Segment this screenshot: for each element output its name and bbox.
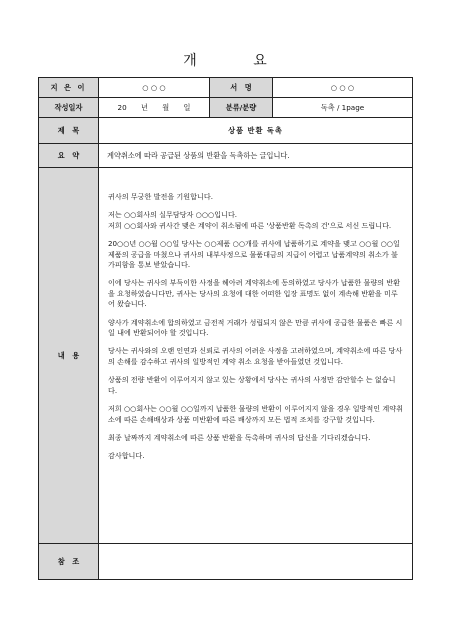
content-row <box>39 168 413 544</box>
subject-value[interactable]: 상품 반환 독촉 <box>99 118 413 144</box>
subject-row <box>39 118 413 144</box>
category-label: 분류/분량 <box>210 98 273 118</box>
paragraph: 귀사의 무궁한 발전을 기원합니다. <box>108 192 213 201</box>
paragraph: 당사는 귀사와의 오랜 인연과 신뢰로 귀사의 어려운 사정을 고려하였으며, 계약취소에 따른 당사의 손해를 감수하고 귀사의 일방적인 계약 취소 요청을 받아들였던 것입니다. <box>108 346 403 366</box>
paragraph: 최종 날짜까지 계약취소에 따른 상품 반환을 독촉하며 귀사의 답신을 기다리겠습니다. <box>108 432 371 442</box>
date-row <box>39 98 413 118</box>
date-label: 작성일자 <box>39 98 99 118</box>
signature-label: 서 명 <box>210 78 273 98</box>
date-year: 20 <box>117 102 127 112</box>
paragraph: 이에 당사는 귀사의 부득이한 사정을 헤아려 계약취소에 동의하였고 당사가 납품한 물량의 반환을 요청하였습니다만, 귀사는 당사의 요청에 대한 어떠한 입장 표명도 없이 계속해 반환을 미루어 왔습니다. <box>108 278 401 309</box>
paragraph: 상품의 전량 반환이 이루어지지 않고 있는 상황에서 당사는 귀사의 사정만 감안할수 는 없습니다. <box>108 375 396 395</box>
content-body[interactable] <box>99 168 413 544</box>
document-title: 개 요 <box>183 53 293 69</box>
paragraph: 20○○년 ○○월 ○○일 당사는 ○○제품 ○○개를 귀사에 납품하기로 계약을 맺고 ○○월 ○○일 제품의 공급을 마쳤으나 귀사의 내부사정으로 물품대금의 지급이 어렵고 납품계약의 취소가 불가피함을 통보 받았습니다. <box>108 239 400 270</box>
category-value[interactable]: 독촉 / 1page <box>273 98 413 118</box>
summary-label: 요 약 <box>39 144 99 168</box>
paragraph: 감사합니다. <box>108 451 145 461</box>
subject-label: 제 목 <box>39 118 99 144</box>
paragraph: 저희 ○○회사는 ○○월 ○○일까지 납품한 물량의 반환이 이루어지지 않을 경우 일방적인 계약취소에 따른 손해배상과 상품 미반환에 따른 배상까지 모든 법적 조치를 강구할 것입니다. <box>108 404 403 424</box>
reference-value[interactable] <box>99 544 413 580</box>
date-day-unit: 일 <box>183 102 191 112</box>
summary-value[interactable]: 계약취소에 따라 공급된 상품의 반환을 독촉하는 글입니다. <box>99 144 413 168</box>
date-year-unit: 년 <box>141 102 148 112</box>
reference-label: 참 조 <box>39 544 99 580</box>
signature-value[interactable]: ○ ○ ○ <box>273 78 413 98</box>
content-label: 내 용 <box>39 168 99 544</box>
paragraph: 양사가 계약취소에 합의하였고 금전적 거래가 성립되지 않은 만큼 귀사에 공급한 물품은 빠른 시일 내에 반환되어야 할 것입니다. <box>108 317 403 338</box>
paragraph: 저는 ○○회사의 실무담당자 ○○○입니다. 저희 ○○회사와 귀사간 맺은 계약이 취소됨에 따른 '상품반환 독촉의 건'으로 서신 드립니다. <box>108 210 392 230</box>
author-row <box>39 78 413 98</box>
author-label: 지 은 이 <box>39 78 99 98</box>
author-value[interactable]: ○ ○ ○ <box>99 78 210 98</box>
overview-table <box>38 77 413 580</box>
reference-row <box>39 544 413 580</box>
date-month-unit: 월 <box>162 102 170 112</box>
date-value[interactable] <box>99 98 210 118</box>
summary-row <box>39 144 413 168</box>
